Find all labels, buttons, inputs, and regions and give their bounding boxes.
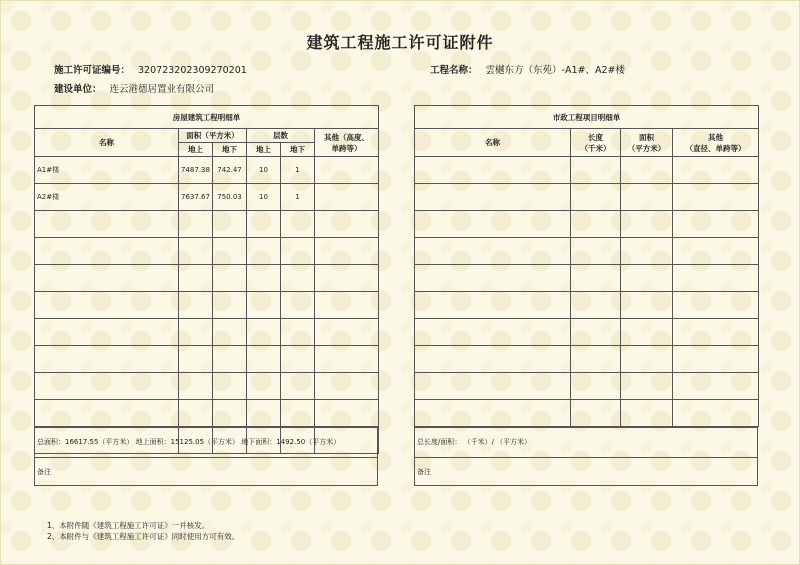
builder xyxy=(54,81,214,95)
project-name-label: 工程名称： xyxy=(430,65,478,76)
page-title: 建筑工程施工许可证附件 xyxy=(306,33,494,52)
housing-col-floors: 层数 xyxy=(247,129,315,143)
municipal-col-other xyxy=(673,129,759,157)
housing-col-other-line2: 单跨等） xyxy=(331,143,362,153)
housing-sub-area-below: 地下 xyxy=(213,143,247,157)
municipal-col-area xyxy=(621,129,673,157)
municipal-col-length xyxy=(571,129,621,157)
empty-row xyxy=(415,319,759,346)
permit-number-label: 施工许可证编号： xyxy=(54,65,131,76)
builder-value: 连云港德居置业有限公司 xyxy=(109,84,215,95)
housing-sub-floors-below: 地下 xyxy=(281,143,315,157)
row-area-below: 750.03 xyxy=(213,184,247,211)
municipal-col-area-line1: 面积 xyxy=(639,132,654,142)
housing-col-name: 名称 xyxy=(35,129,179,157)
row-other xyxy=(315,184,379,211)
empty-row xyxy=(35,292,379,319)
permit-number xyxy=(54,62,247,76)
project-name-value: 雲樾东方（东苑）-A1#、A2#楼 xyxy=(485,65,625,76)
footnotes xyxy=(47,520,239,542)
empty-row xyxy=(415,373,759,400)
empty-row xyxy=(35,211,379,238)
row-other xyxy=(315,157,379,184)
footnote: 2、本附件与《建筑工程施工许可证》同时使用方可有效。 xyxy=(47,532,240,541)
row-floors-above: 10 xyxy=(247,184,281,211)
housing-table-title: 房屋建筑工程明细单 xyxy=(35,106,379,129)
municipal-table-title: 市政工程项目明细单 xyxy=(415,106,759,129)
empty-row xyxy=(35,319,379,346)
empty-row xyxy=(415,346,759,373)
housing-col-other-line1: 其他（高度、 xyxy=(324,132,370,142)
housing-table xyxy=(34,105,379,454)
municipal-col-other-line2: （直径、单跨等） xyxy=(685,143,746,153)
row-name: A1#楼 xyxy=(35,157,179,184)
housing-sub-area-above: 地上 xyxy=(179,143,213,157)
table-row xyxy=(35,184,379,211)
housing-remark: 备注 xyxy=(37,468,51,476)
empty-row xyxy=(415,184,759,211)
empty-row xyxy=(35,373,379,400)
municipal-total: 总长度/面积： （千米）/ （平方米） xyxy=(417,438,532,446)
footnote: 1、本附件随《建筑工程施工许可证》一并核发。 xyxy=(47,521,210,530)
empty-row xyxy=(415,211,759,238)
empty-row xyxy=(35,265,379,292)
housing-col-area: 面积（平方米） xyxy=(179,129,247,143)
municipal-table xyxy=(414,105,759,427)
row-name: A2#楼 xyxy=(35,184,179,211)
empty-row xyxy=(415,238,759,265)
empty-row xyxy=(415,157,759,184)
housing-total: 总面积：16617.55（平方米） 地上面积：15125.05（平方米） 地下面积：1492.50（平方米） xyxy=(37,438,341,446)
municipal-summary xyxy=(414,427,758,486)
row-area-above: 7487.38 xyxy=(179,157,213,184)
empty-row xyxy=(35,346,379,373)
row-floors-below: 1 xyxy=(281,157,315,184)
table-row xyxy=(35,157,379,184)
permit-number-value: 320723202309270201 xyxy=(138,65,247,76)
empty-row xyxy=(35,238,379,265)
project-name xyxy=(430,62,625,76)
housing-summary xyxy=(34,427,378,486)
row-area-above: 7637.67 xyxy=(179,184,213,211)
row-area-below: 742.47 xyxy=(213,157,247,184)
empty-row xyxy=(415,292,759,319)
housing-col-other xyxy=(315,129,379,157)
municipal-col-length-line2: （千米） xyxy=(580,143,611,153)
municipal-col-length-line1: 长度 xyxy=(588,132,603,142)
municipal-col-name: 名称 xyxy=(415,129,571,157)
row-floors-below: 1 xyxy=(281,184,315,211)
municipal-col-other-line1: 其他 xyxy=(708,132,723,142)
municipal-remark: 备注 xyxy=(417,468,431,476)
housing-sub-floors-above: 地上 xyxy=(247,143,281,157)
empty-row xyxy=(415,265,759,292)
empty-row xyxy=(35,400,379,427)
row-floors-above: 10 xyxy=(247,157,281,184)
municipal-col-area-line2: （平方米） xyxy=(627,143,666,153)
empty-row xyxy=(415,400,759,427)
builder-label: 建设单位： xyxy=(54,84,102,95)
